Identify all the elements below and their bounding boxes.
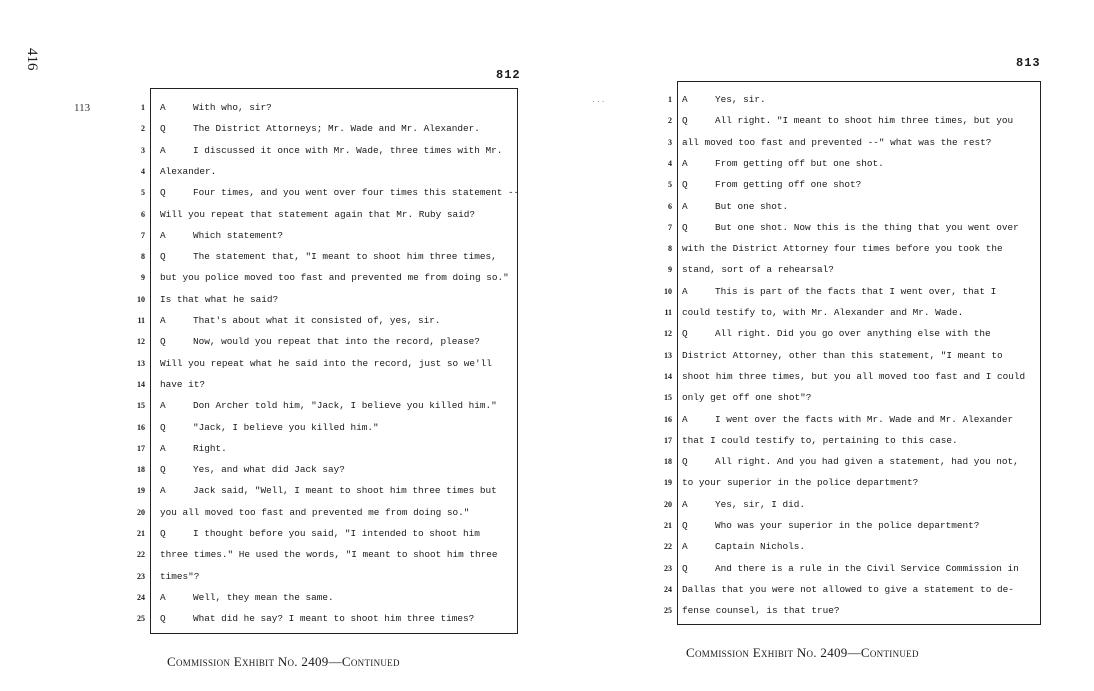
speaker-label: A xyxy=(682,285,688,297)
line-text: From getting off but one shot. xyxy=(715,157,884,169)
line-number: 9 xyxy=(141,273,145,283)
line-number: 6 xyxy=(668,201,672,211)
line-number: 7 xyxy=(668,222,672,232)
line-number: 7 xyxy=(141,230,145,240)
line-number: 10 xyxy=(664,286,672,296)
line-text: What did he say? I meant to shoot him three times? xyxy=(193,613,475,625)
right-page-number: 813 xyxy=(1016,56,1041,70)
line-text: I thought before you said, "I intended to shoot him xyxy=(193,528,480,539)
line-text: to your superior in the police department? xyxy=(682,477,919,489)
line-number: 19 xyxy=(664,478,672,488)
line-text: Yes, sir. xyxy=(715,94,766,105)
line-text: This is part of the facts that I went over, that I xyxy=(715,285,997,297)
line-number: 12 xyxy=(137,337,145,347)
line-text: Now, would you repeat that into the record, please? xyxy=(193,336,480,348)
line-text: three times." He used the words, "I meant to shoot him three xyxy=(160,549,498,561)
speaker-label: A xyxy=(160,485,166,497)
line-number: 1 xyxy=(141,103,145,112)
speaker-label: Q xyxy=(160,187,166,199)
line-text: That's about what it consisted of, yes, sir. xyxy=(193,315,441,326)
line-number: 8 xyxy=(141,252,145,262)
line-number: 20 xyxy=(664,499,672,509)
volume-page-number: 416 xyxy=(24,48,40,71)
line-number: 17 xyxy=(137,443,145,453)
line-number: 15 xyxy=(664,393,672,403)
line-text: Is that what he said? xyxy=(160,293,279,305)
line-text: The statement that, "I meant to shoot him three times, xyxy=(193,251,497,263)
speaker-label: Q xyxy=(160,336,166,348)
line-number: 23 xyxy=(137,571,145,581)
line-number: 2 xyxy=(668,116,672,126)
line-number: 8 xyxy=(668,244,672,254)
line-text: I discussed it once with Mr. Wade, three times with Mr. xyxy=(193,144,503,156)
line-number: 20 xyxy=(137,507,145,517)
line-number: 24 xyxy=(664,584,672,594)
margin-number: 113 xyxy=(74,102,91,114)
line-number: 13 xyxy=(664,350,672,360)
line-number: 22 xyxy=(137,550,145,560)
speaker-label: A xyxy=(160,102,166,113)
scan-mark: · · · xyxy=(592,97,605,106)
line-number: 22 xyxy=(664,542,672,552)
line-number: 16 xyxy=(137,422,145,432)
speaker-label: Q xyxy=(682,328,688,340)
speaker-label: Q xyxy=(682,179,688,191)
right-transcript-page xyxy=(664,81,1041,625)
speaker-label: Q xyxy=(160,123,166,135)
speaker-label: A xyxy=(160,442,166,454)
speaker-label: Q xyxy=(160,251,166,263)
speaker-label: Q xyxy=(682,520,688,531)
line-text: District Attorney, other than this statement, "I meant to xyxy=(682,349,1003,361)
line-number: 4 xyxy=(141,166,145,176)
speaker-label: Q xyxy=(160,613,166,625)
line-number: 4 xyxy=(668,158,672,168)
left-exhibit-caption: Commission Exhibit No. 2409—Continued xyxy=(167,654,400,669)
line-number: 15 xyxy=(137,401,145,411)
line-text: could testify to, with Mr. Alexander and Mr. Wade. xyxy=(682,307,964,318)
line-number: 24 xyxy=(137,592,145,602)
speaker-label: A xyxy=(160,315,166,326)
line-text: Will you repeat what he said into the record, just so we'll xyxy=(160,357,492,369)
speaker-label: Q xyxy=(160,528,166,539)
line-text: Dallas that you were not allowed to give a statement to de- xyxy=(682,583,1014,595)
speaker-label: A xyxy=(682,541,688,553)
line-text: Yes, and what did Jack say? xyxy=(193,464,345,476)
line-text: only get off one shot"? xyxy=(682,392,812,404)
line-number: 14 xyxy=(664,371,672,381)
line-number: 19 xyxy=(137,486,145,496)
speaker-label: A xyxy=(160,591,166,603)
line-text: Well, they mean the same. xyxy=(193,591,334,603)
line-number: 18 xyxy=(664,457,672,467)
speaker-label: A xyxy=(682,498,688,510)
line-number: 13 xyxy=(137,358,145,368)
speaker-label: Q xyxy=(682,115,688,127)
line-text: times"? xyxy=(160,570,200,582)
speaker-label: Q xyxy=(160,464,166,476)
left-page-number: 812 xyxy=(496,68,521,82)
line-text: Will you repeat that statement again that Mr. Ruby said? xyxy=(160,208,476,220)
line-number: 25 xyxy=(664,606,672,616)
line-number: 1 xyxy=(668,95,672,104)
line-number: 25 xyxy=(137,614,145,624)
line-text: have it? xyxy=(160,378,206,390)
line-text: Right. xyxy=(193,442,227,454)
line-number: 21 xyxy=(664,521,672,530)
line-text: all moved too fast and prevented --" what was the rest? xyxy=(682,136,992,148)
line-text: All right. "I meant to shoot him three times, but you xyxy=(715,115,1014,127)
line-text: Which statement? xyxy=(193,229,284,241)
line-number: 5 xyxy=(668,180,672,190)
line-text: with the District Attorney four times before you took the xyxy=(682,243,1003,255)
speaker-label: Q xyxy=(160,421,166,433)
line-number: 17 xyxy=(664,435,672,445)
line-number: 21 xyxy=(137,529,145,538)
line-text: But one shot. Now this is the thing that you went over xyxy=(715,221,1019,233)
speaker-label: Q xyxy=(682,456,688,468)
line-number: 12 xyxy=(664,329,672,339)
line-text: that I could testify to, pertaining to this case. xyxy=(682,434,958,446)
left-transcript-page xyxy=(137,88,520,634)
speaker-label: A xyxy=(160,144,166,156)
speaker-label: Q xyxy=(682,221,688,233)
line-text: Four times, and you went over four times this statement -- xyxy=(193,187,520,199)
line-text: Jack said, "Well, I meant to shoot him three times but xyxy=(193,485,497,497)
line-text: you all moved too fast and prevented me from doing so." xyxy=(160,506,470,518)
line-number: 3 xyxy=(668,137,672,147)
line-text: Who was your superior in the police department? xyxy=(715,520,980,531)
line-number: 6 xyxy=(141,209,145,219)
line-number: 10 xyxy=(137,294,145,304)
line-text: Alexander. xyxy=(160,165,217,177)
speaker-label: A xyxy=(160,400,166,412)
line-text: All right. Did you go over anything else with the xyxy=(715,328,991,340)
line-number: 9 xyxy=(668,265,672,275)
line-number: 11 xyxy=(137,316,145,325)
speaker-label: Q xyxy=(682,562,688,574)
line-text: All right. And you had given a statement, had you not, xyxy=(715,456,1019,468)
line-text: And there is a rule in the Civil Service Commission in xyxy=(715,562,1019,574)
line-text: "Jack, I believe you killed him." xyxy=(193,421,379,433)
line-number: 16 xyxy=(664,414,672,424)
right-exhibit-caption: Commission Exhibit No. 2409—Continued xyxy=(686,645,919,660)
speaker-label: A xyxy=(682,157,688,169)
line-text: shoot him three times, but you all moved too fast and I could xyxy=(682,370,1026,382)
line-number: 14 xyxy=(137,379,145,389)
line-text: but you police moved too fast and prevented me from doing so." xyxy=(160,272,509,284)
line-text: But one shot. xyxy=(715,200,789,212)
speaker-label: A xyxy=(160,229,166,241)
line-text: Yes, sir, I did. xyxy=(715,498,806,510)
line-text: fense counsel, is that true? xyxy=(682,605,840,617)
line-text: From getting off one shot? xyxy=(715,179,862,191)
speaker-label: A xyxy=(682,200,688,212)
line-text: Captain Nichols. xyxy=(715,541,806,553)
line-number: 23 xyxy=(664,563,672,573)
line-text: I went over the facts with Mr. Wade and Mr. Alexander xyxy=(715,413,1014,425)
line-text: stand, sort of a rehearsal? xyxy=(682,264,834,276)
line-text: With who, sir? xyxy=(193,102,272,113)
line-number: 11 xyxy=(664,308,672,317)
speaker-label: A xyxy=(682,94,688,105)
line-number: 3 xyxy=(141,145,145,155)
line-text: The District Attorneys; Mr. Wade and Mr. Alexander. xyxy=(193,123,480,135)
line-number: 5 xyxy=(141,188,145,198)
line-number: 2 xyxy=(141,124,145,134)
speaker-label: A xyxy=(682,413,688,425)
line-number: 18 xyxy=(137,465,145,475)
line-text: Don Archer told him, "Jack, I believe you killed him." xyxy=(193,400,497,412)
